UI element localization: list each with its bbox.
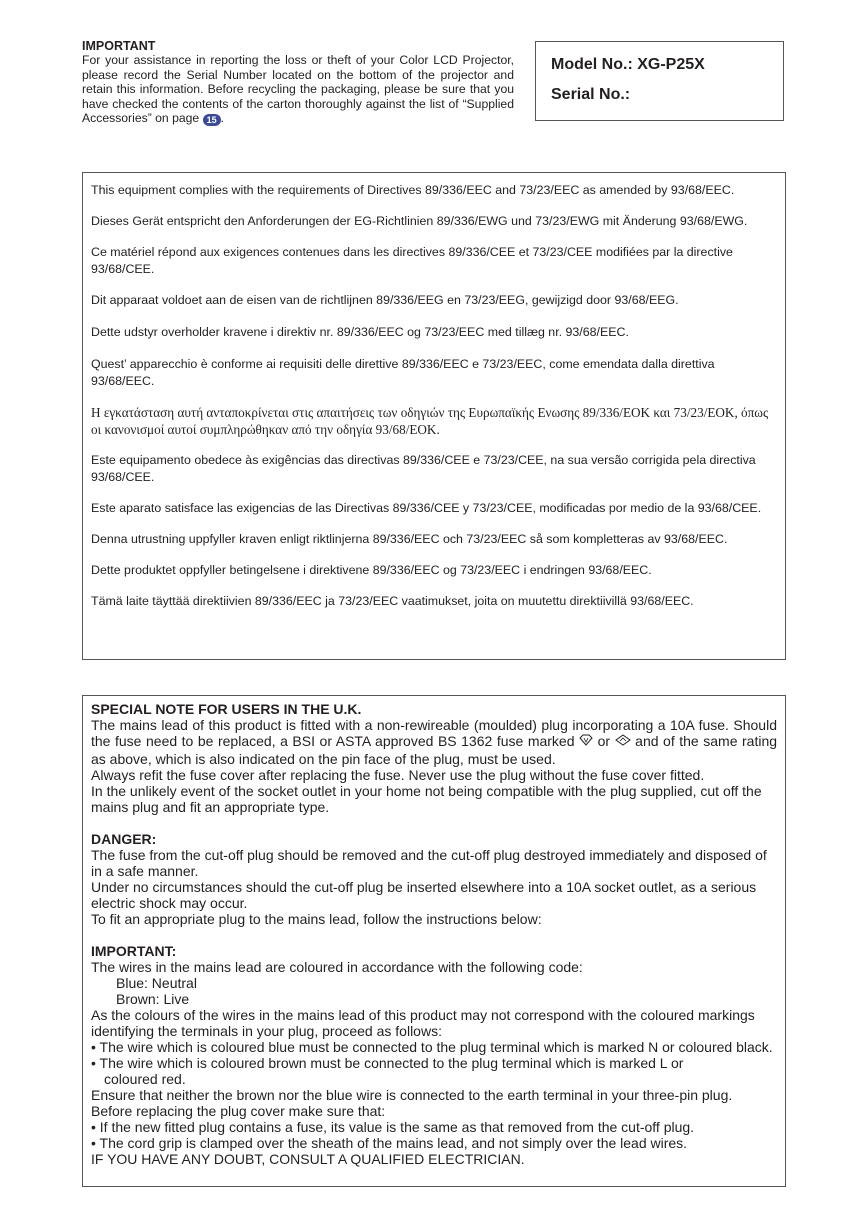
directive-da: Dette udstyr overholder kravene i direktiv nr. 89/336/EEC og 73/23/EEC med tillæg nr. 93/68/EEC. [91,325,629,339]
directive-de: Dieses Gerät entspricht den Anforderungen der EG-Richtlinien 89/336/EWG und 73/23/EWG mit Änderung 93/68/EWG. [91,214,748,228]
important-body: For your assistance in reporting the loss or theft of your Color LCD Projector, please record the Serial Number located on the bottom of the projector and retain this information. Before recycling the packaging, please be sure that you have checked the contents of the carton thoroughly against the list of “Supplied Accessories” on page 15 . [82,53,514,126]
directive-el: Η εγκατάσταση αυτή ανταποκρίνεται στις απαιτήσεις των οδηγιών της Ευρωπαϊκής Ενωσης 89/336/ΕΟΚ και 73/23/ΕΟΚ, όπως οι κανονισμοί αυτοί συμπληρώθηκαν από την οδηγία 93/68/ΕΟΚ. [91,405,769,437]
important-para-3: Ensure that neither the brown nor the blue wire is connected to the earth terminal in your three-pin plug. [91,1087,733,1103]
directive-pt: Este equipamento obedece às exigências das directivas 89/336/CEE e 73/23/CEE, na sua versão corrigida pela directiva 93/68/CEE. [91,453,756,484]
important-title: IMPORTANT: [91,943,177,959]
bullet-blue-wire: • The wire which is coloured blue must be connected to the plug terminal which is marked N or coloured black. [91,1039,773,1055]
directives-box [82,172,786,660]
important-heading: IMPORTANT [82,39,156,53]
uk-note-para-1: The mains lead of this product is fitted with a non-rewireable (moulded) plug incorporating a 10A fuse. Should the fuse need to be replaced, a BSI or ASTA approved BS 1362 fuse marked or and of the same rating as above, which is also indicated on the pin face of the plug, must be used. [91,717,778,767]
important-note [82,39,514,126]
model-number: Model No.: XG-P25X [551,56,705,73]
uk-note-para-3: In the unlikely event of the socket outlet in your home not being compatible with the plug supplied, cut off the mains plug and fit an appropriate type. [91,783,762,815]
danger-title: DANGER: [91,831,157,847]
directive-nl: Dit apparaat voldoet aan de eisen van de richtlijnen 89/336/EEG en 73/23/EEG, gewijzigd door 93/68/EEG. [91,293,679,307]
uk-note-title: SPECIAL NOTE FOR USERS IN THE U.K. [91,701,362,717]
wire-code-blue: Blue: Neutral [116,975,197,991]
consult-electrician: IF YOU HAVE ANY DOUBT, CONSULT A QUALIFIED ELECTRICIAN. [91,1151,525,1167]
important-para-1: The wires in the mains lead are coloured in accordance with the following code: [91,959,583,975]
directive-en: This equipment complies with the requirements of Directives 89/336/EEC and 73/23/EEC as amended by 93/68/EEC. [91,183,735,197]
uk-special-note [82,695,786,1187]
directive-it: Quest’ apparecchio è conforme ai requisiti delle direttive 89/336/EEC e 73/23/EEC, come emendata dalla direttiva 93/68/EEC. [91,357,715,388]
bullet-cord-grip: • The cord grip is clamped over the sheath of the mains lead, and not simply over the lead wires. [91,1135,688,1151]
directive-sv: Denna utrustning uppfyller kraven enligt riktlinjerna 89/336/EEC och 73/23/EEC så som kompletteras av 93/68/EEC. [91,532,728,546]
directive-fr: Ce matériel répond aux exigences contenues dans les directives 89/336/CEE et 73/23/CEE modifiées par la directive 93/68/CEE. [91,245,733,276]
bsi-kitemark-icon [579,734,593,751]
asta-mark-icon [615,734,631,751]
uk-note-para-2: Always refit the fuse cover after replacing the fuse. Never use the plug without the fuse cover fitted. [91,767,705,783]
page-ref-badge[interactable]: 15 [203,114,221,126]
bullet-brown-wire: • The wire which is coloured brown must be connected to the plug terminal which is marked L or coloured red. [91,1055,684,1087]
directive-es: Este aparato satisface las exigencias de las Directivas 89/336/CEE y 73/23/CEE, modificadas por medio de la 93/68/CEE. [91,501,762,515]
directive-fi: Tämä laite täyttää direktiivien 89/336/EEC ja 73/23/EEC vaatimukset, joita on muutettu direktiivillä 93/68/EEC. [91,594,694,608]
model-serial-box [535,41,784,121]
danger-para-3: To fit an appropriate plug to the mains lead, follow the instructions below: [91,911,542,927]
serial-number: Serial No.: [551,86,631,103]
important-para-2: As the colours of the wires in the mains lead of this product may not correspond with the coloured markings identifying the terminals in your plug, proceed as follows: [91,1007,755,1039]
bullet-fuse-value: • If the new fitted plug contains a fuse, its value is the same as that removed from the cut-off plug. [91,1119,695,1135]
danger-para-1: The fuse from the cut-off plug should be removed and the cut-off plug destroyed immediately and disposed of in a safe manner. [91,847,767,879]
wire-code-brown: Brown: Live [116,991,190,1007]
danger-para-2: Under no circumstances should the cut-off plug be inserted elsewhere into a 10A socket outlet, as a serious electric shock may occur. [91,879,757,911]
directive-no: Dette produktet oppfyller betingelsene i direktivene 89/336/EEC og 73/23/EEC i endringen 93/68/EEC. [91,563,652,577]
important-para-4: Before replacing the plug cover make sure that: [91,1103,386,1119]
